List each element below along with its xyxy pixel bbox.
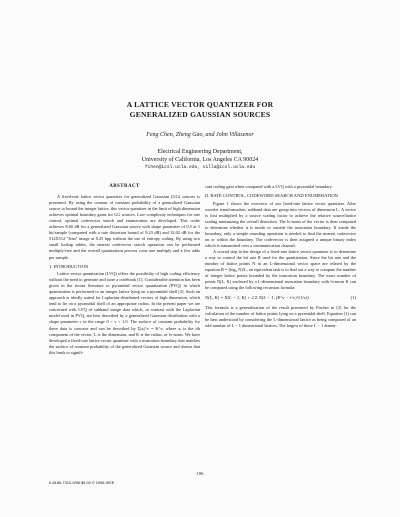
author-emails: fchen@icsl.ucla.edu, villa@icsl.ucla.edu bbox=[144, 165, 256, 171]
abstract-heading: ABSTRACT bbox=[109, 184, 140, 189]
left-column bbox=[49, 184, 200, 356]
affiliation-line-2: University of California, Los Angeles CA 90024 bbox=[141, 157, 259, 164]
title-line-1: A LATTICE VECTOR QUANTIZER FOR bbox=[126, 100, 274, 109]
section-2-paragraph-1: Figure 1 shows the overview of our fixed-rate lattice vector quantizer. After wavelet transformation, subband data are group into vectors of dimension L. A vector is first multiplied by a source scaling factor to achieve the relative source/lattice scaling minimizing the overall distortion. The lν-norm of the vector is then computed to determine whether it is inside or outside the truncation boundary. If inside the boundary, only a simple rounding operation is needed to find the nearest codevector on or within the boundary. The codevector is then assigned a unique binary index which is transmitted over a communication channel. bbox=[205, 200, 356, 248]
section-2-paragraph-3: This formula is a generalization of the result presented by Fischer in [2] for the calculation of the number of lattice points lying on a pyramidal shell. Equation (1) can be best understood by considering the L-dimensional lattice as being composed of an odd number of L − 1 dimensional lattices. The largest of these L − 1 dimen- bbox=[205, 305, 356, 329]
equation-1 bbox=[205, 295, 356, 301]
section-1-continuation: cant coding gain when compared with a LVQ with a pyramidal boundary. bbox=[205, 184, 333, 189]
paper-title bbox=[0, 100, 400, 120]
equation-1-body: N(L, K) = N(L − 1, K) + 2 Σ N(L − 1, (K^ν − i^ν)^(1/ν)) bbox=[205, 295, 309, 301]
section-2-heading: II. RATE CONTROL, CODEWORD SEARCH AND ENUMERATION bbox=[205, 193, 338, 199]
copyright-footer: 0-8186-7310-9/96 $5.00 © 1996 IEEE bbox=[49, 480, 115, 485]
abstract-text: A fixed-rate lattice vector quantizer for generalized Gaussian (GG) sources is presented. By using the contour of constant probability of a generalized Gaussian source to bound the integer lattice, this vector quantizer in the limit of high dimension achieves optimal boundary gains for GG sources. Low-complexity techniques for rate control, optimal codevector search and enumeration are developed. This coder achieves 8.60 dB for a generalized Gaussian source with shape parameter of 0.5 at 1 bit/sample (compared with a rate distortion bound of 9.23 dB) and 32.02 dB for the 512X512 "lena" image at 0.25 bpp without the use of entropy coding. By using two small lookup tables, the nearest codevector search operation can be performed multiply-free and the overall quantization process costs one multiply and a few adds per sample. bbox=[49, 194, 200, 260]
authors: Feng Chen, Zheng Gao, and John Villasenor bbox=[146, 132, 254, 138]
affiliation bbox=[0, 148, 400, 173]
section-2-paragraph-2: A crucial step in the design of a fixed-rate lattice vector quantizer is to determine a way to control the bit rate R used for the quantization. Since the bit rate and the number of lattice points N in an L-dimensional vector space are related by the equation R = (log₂ N)/L, an equivalent task is to find out a way to compute the number of integer lattice points bounded by the truncation boundary. The exact number of points N(L, K) enclosed by a L-dimensional truncation boundary with lν-norm K can be computed using the following recursion formula: bbox=[205, 248, 356, 291]
abstract bbox=[49, 194, 200, 261]
equation-1-number: (1) bbox=[350, 295, 356, 301]
section-1-text: Lattice vector quantization (LVQ) offers the possibility of high coding efficiency without the need to generate and store a codebook [1]. Considerable attention has been given in the recent literature to pyramidal vector quantization (PVQ) in which quantization is performed to an integer lattice lying on a pyramidal shell [2]. Such an approach is ideally suited for Laplacian-distributed vectors of high dimension, which tend to lie on a pyramidal shell of an appropriate radius. In the present paper we are concerned with LVQ of subband image data which, in contrast with the Laplacian model used in PVQ, are best described by a generalized Gaussian distribution with a shape parameter ν in the range 0 < ν < 1.0. The surface of constant probability for these data is concave and can be described by Σ|xᵢ|^ν = K^ν, where xᵢ is the ith component of the vector, L is the dimension, and K is the radius, or lν-norm. We have developed a fixed-rate lattice vector quantizer with a truncation boundary that matches the surface of constant probability of the generalized Gaussian source and shown that this leads to signifi- bbox=[49, 271, 200, 355]
section-1-heading: 1. INTRODUCTION bbox=[49, 263, 89, 269]
affiliation-line-1: Electrical Engineering Department, bbox=[157, 149, 243, 155]
right-column bbox=[205, 184, 356, 330]
title-line-2: GENERALIZED GAUSSIAN SOURCES bbox=[129, 110, 271, 119]
page-number: 106 bbox=[196, 471, 204, 476]
